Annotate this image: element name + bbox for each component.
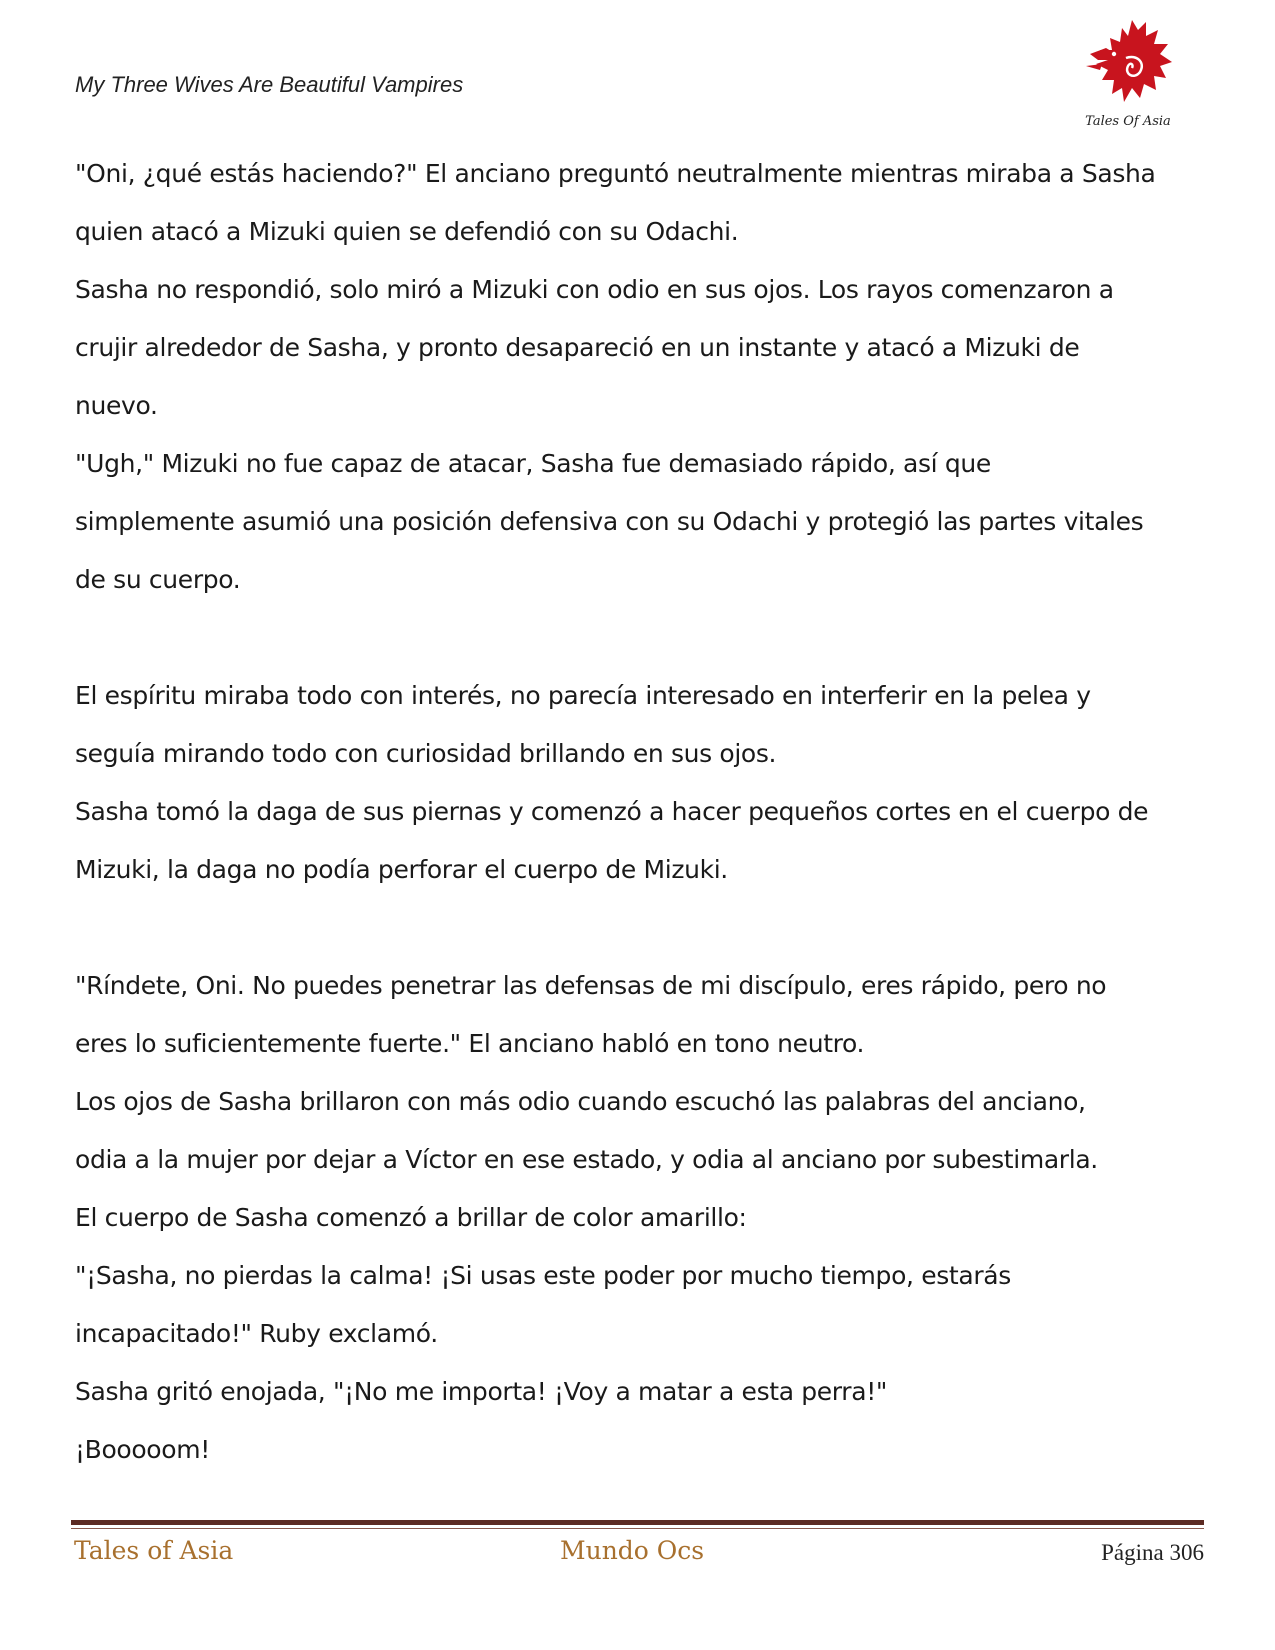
body-line: "Ríndete, Oni. No puedes penetrar las defensas de mi discípulo, eres rápido, pero no xyxy=(75,971,1107,1000)
body-line: simplemente asumió una posición defensiva con su Odachi y protegió las partes vitales xyxy=(75,507,1144,536)
paragraph-gap xyxy=(75,609,1205,667)
body-line: crujir alrededor de Sasha, y pronto desapareció en un instante y atacó a Mizuki de xyxy=(75,333,1080,362)
footer-translator: Mundo Ocs xyxy=(560,1536,705,1565)
logo-caption: Tales Of Asia xyxy=(1085,114,1171,129)
footer-publisher: Tales of Asia xyxy=(74,1536,234,1565)
document-title: My Three Wives Are Beautiful Vampires xyxy=(75,72,464,97)
red-dragon-icon xyxy=(1080,14,1176,114)
body-line: ¡Booooom! xyxy=(75,1435,210,1464)
page-number: Página 306 xyxy=(1101,1540,1204,1565)
body-line: Sasha no respondió, solo miró a Mizuki con odio en sus ojos. Los rayos comenzaron a xyxy=(75,275,1114,304)
body-line: El cuerpo de Sasha comenzó a brillar de color amarillo: xyxy=(75,1203,747,1232)
body-line: "Ugh," Mizuki no fue capaz de atacar, Sasha fue demasiado rápido, así que xyxy=(75,449,991,478)
chapter-body xyxy=(75,145,1205,1479)
paragraph-gap xyxy=(75,899,1205,957)
body-line: seguía mirando todo con curiosidad brillando en sus ojos. xyxy=(75,739,777,768)
body-line: El espíritu miraba todo con interés, no parecía interesado en interferir en la pelea y xyxy=(75,681,1091,710)
body-line: quien atacó a Mizuki quien se defendió con su Odachi. xyxy=(75,217,739,246)
tales-of-asia-logo xyxy=(1080,14,1176,136)
body-line: odia a la mujer por dejar a Víctor en ese estado, y odia al anciano por subestimarla. xyxy=(75,1145,1098,1174)
body-line: Sasha tomó la daga de sus piernas y comenzó a hacer pequeños cortes en el cuerpo de xyxy=(75,797,1149,826)
body-line: "¡Sasha, no pierdas la calma! ¡Si usas este poder por mucho tiempo, estarás xyxy=(75,1261,1011,1290)
body-line: "Oni, ¿qué estás haciendo?" El anciano preguntó neutralmente mientras miraba a Sasha xyxy=(75,159,1156,188)
footer-divider xyxy=(71,1520,1204,1525)
body-line: eres lo suficientemente fuerte." El anciano habló en tono neutro. xyxy=(75,1029,865,1058)
body-line: Los ojos de Sasha brillaron con más odio cuando escuchó las palabras del anciano, xyxy=(75,1087,1086,1116)
body-line: Mizuki, la daga no podía perforar el cuerpo de Mizuki. xyxy=(75,855,728,884)
body-line: incapacitado!" Ruby exclamó. xyxy=(75,1319,438,1348)
body-line: de su cuerpo. xyxy=(75,565,241,594)
body-line: nuevo. xyxy=(75,391,158,420)
body-line: Sasha gritó enojada, "¡No me importa! ¡Voy a matar a esta perra!" xyxy=(75,1377,888,1406)
footer-divider-thin xyxy=(71,1528,1204,1529)
